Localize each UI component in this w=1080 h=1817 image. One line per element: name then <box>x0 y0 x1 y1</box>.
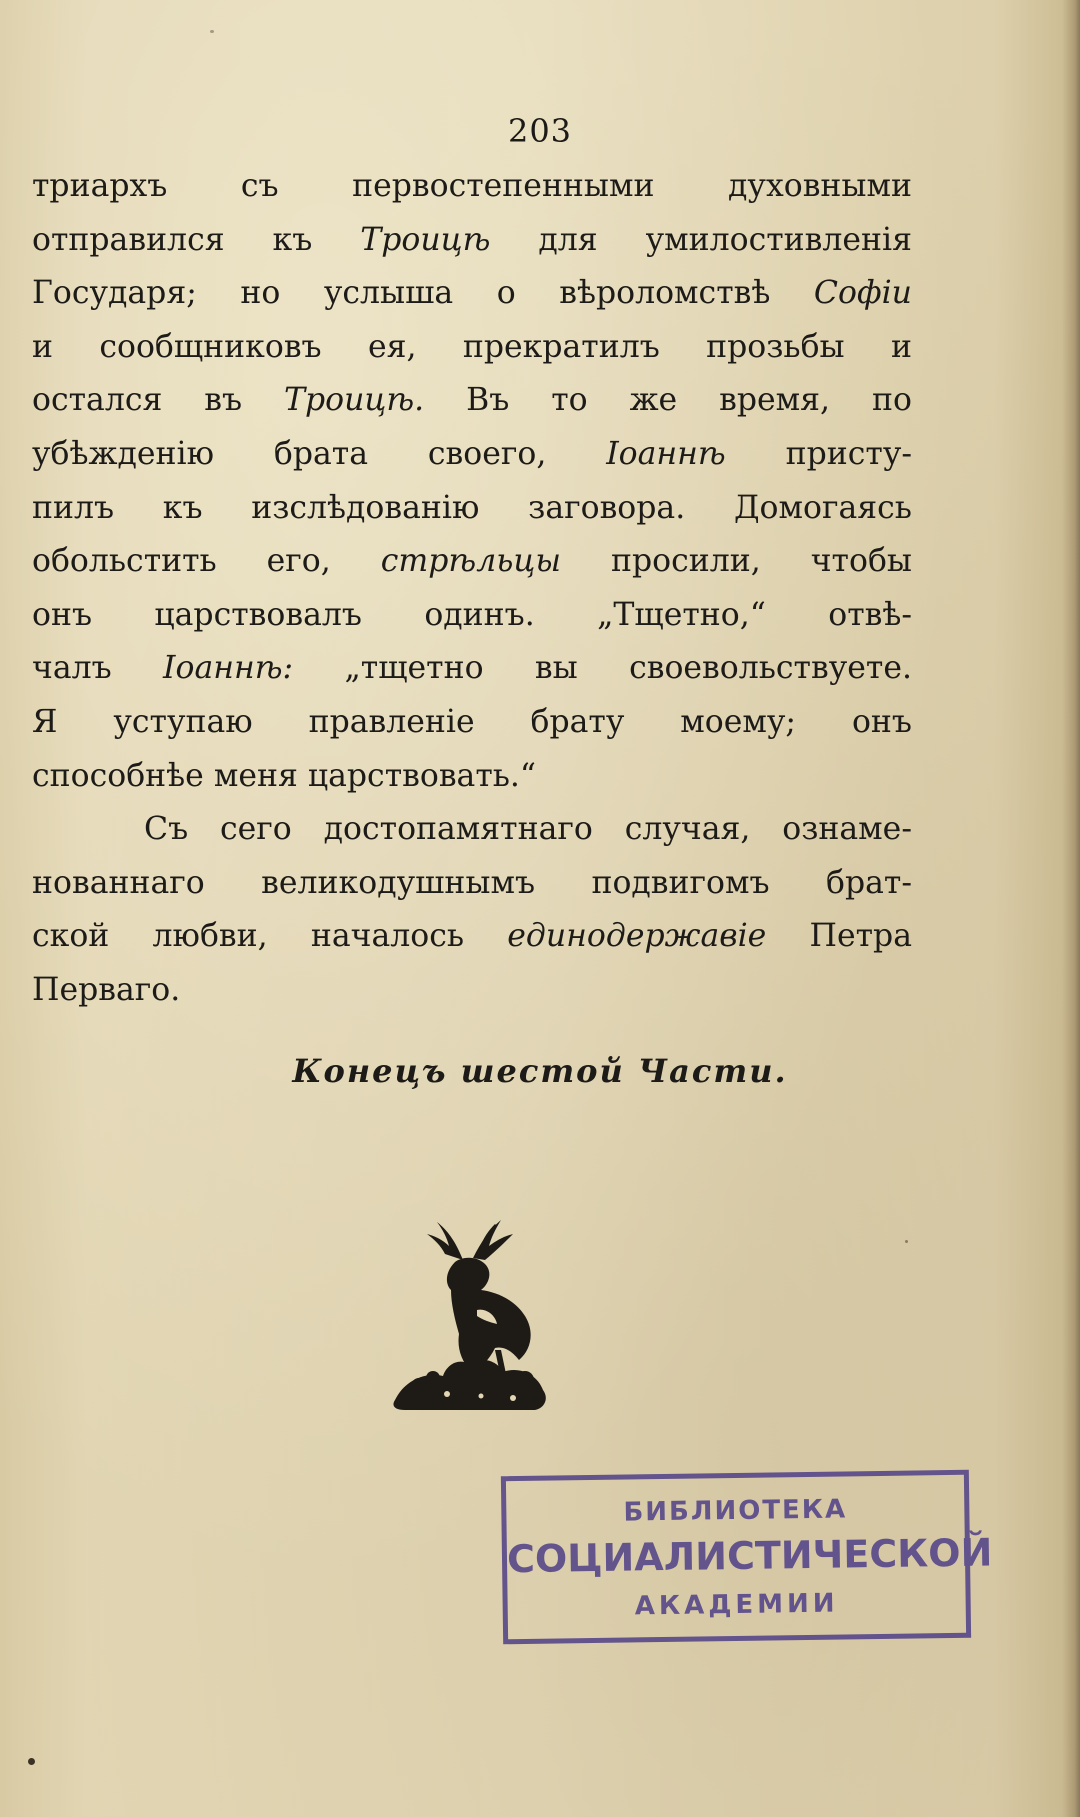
word: же <box>629 382 678 419</box>
word: Петра <box>809 918 912 955</box>
word: правленіе <box>308 703 475 740</box>
text-line-7 <box>32 482 912 536</box>
word: Государя; <box>32 275 197 312</box>
word: умилостивленія <box>645 221 912 258</box>
word: убѣжденію <box>32 435 215 472</box>
word: по <box>871 382 912 419</box>
word: Троицѣ <box>360 221 491 258</box>
word: его, <box>266 543 331 580</box>
word: царствовалъ <box>154 596 362 633</box>
text-line-3 <box>32 267 912 321</box>
word: Іоаннѣ <box>606 435 726 472</box>
word: подвигомъ <box>591 864 770 901</box>
word: къ <box>162 489 203 526</box>
paper-speck <box>210 30 214 33</box>
page-number: 203 <box>507 112 573 150</box>
word: просили, <box>611 543 761 580</box>
word: сообщниковъ <box>99 328 322 365</box>
text-line-14 <box>32 857 912 911</box>
word: то <box>551 382 588 419</box>
text-line-12 <box>32 750 912 804</box>
word: ознаме- <box>782 811 912 848</box>
page-edge-shadow <box>1062 0 1080 1817</box>
word: одинъ. <box>424 596 535 633</box>
word: обольстить <box>32 543 217 580</box>
paper-speck <box>28 1758 35 1765</box>
word: своевольствуете. <box>629 650 912 687</box>
text-line-16 <box>32 964 912 1018</box>
word: Я <box>32 703 58 740</box>
text-line-10 <box>32 642 912 696</box>
word: нованнаго <box>32 864 205 901</box>
word: любви, <box>152 918 268 955</box>
text-line-5 <box>32 374 912 428</box>
stamp-line-3: АКАДЕМИИ <box>634 1588 839 1622</box>
word: въ <box>204 382 243 419</box>
word: прозьбы <box>706 328 845 365</box>
word: онъ <box>851 703 912 740</box>
word: царствовать.“ <box>307 757 537 794</box>
text-line-4 <box>32 321 912 375</box>
library-stamp <box>501 1470 993 1645</box>
word: Троицѣ. <box>283 382 425 419</box>
word: своего, <box>427 435 547 472</box>
word: съ <box>240 168 279 204</box>
word: и <box>890 328 912 365</box>
word: отправился <box>32 221 225 258</box>
word: „тщетно <box>344 650 484 687</box>
word: вы <box>534 650 578 687</box>
text-line-8 <box>32 535 912 589</box>
paper-speck <box>905 1240 908 1243</box>
text-line-13 <box>32 803 912 857</box>
word: брат- <box>826 864 912 901</box>
word: чтобы <box>810 543 912 580</box>
body-text <box>32 160 912 1018</box>
word: началось <box>310 918 465 955</box>
stamp-line-1: БИБЛИОТЕКА <box>623 1494 848 1528</box>
word: присту- <box>785 435 912 472</box>
word: изслѣдованію <box>251 489 480 526</box>
word: моему; <box>680 703 797 740</box>
word: брату <box>530 703 625 740</box>
word: для <box>538 221 598 258</box>
text-line-1 <box>32 160 912 214</box>
word: онъ <box>32 596 93 633</box>
word: Домогаясь <box>733 489 912 526</box>
word: услыша <box>323 275 454 312</box>
word: и <box>32 328 53 365</box>
word: пилъ <box>32 489 115 526</box>
word: способнѣе <box>32 757 204 794</box>
word: сего <box>220 811 292 848</box>
stamp-line-2: СОЦИАЛИСТИЧЕСКОЙ <box>506 1530 993 1582</box>
word: Іоаннѣ: <box>163 650 294 687</box>
word: чалъ <box>32 650 112 687</box>
word: первостепенными <box>352 168 655 204</box>
word: къ <box>272 221 313 258</box>
text-line-6 <box>32 428 912 482</box>
word: великодушнымъ <box>261 864 536 901</box>
word: остался <box>32 382 163 419</box>
text-line-15 <box>32 910 912 964</box>
text-line-9 <box>32 589 912 643</box>
word: время, <box>719 382 831 419</box>
word: ской <box>32 918 110 955</box>
word: прекратилъ <box>462 328 660 365</box>
word: Въ <box>466 382 510 419</box>
word: отвѣ- <box>828 596 912 633</box>
word: вѣроломствѣ <box>559 275 771 312</box>
word: заговора. <box>528 489 686 526</box>
word: стрѣльцы <box>380 543 562 580</box>
word: духовными <box>728 168 912 204</box>
word: единодержавіе <box>507 918 767 955</box>
text-line-2 <box>32 214 912 268</box>
word: но <box>240 275 281 312</box>
text-line-11 <box>32 696 912 750</box>
word: триархъ <box>32 168 168 204</box>
end-of-part-title: Конецъ шестой Части. <box>292 1052 788 1090</box>
word: Софіи <box>813 275 912 312</box>
word: меня <box>213 757 298 794</box>
word: достопамятнаго <box>323 811 593 848</box>
word: ея, <box>367 328 417 365</box>
word: о <box>496 275 516 312</box>
word: уступаю <box>113 703 253 740</box>
word: Съ <box>144 811 189 848</box>
word: брата <box>273 435 369 472</box>
word: „Тщетно,“ <box>597 596 766 633</box>
word: случая, <box>624 811 751 848</box>
word: Перваго. <box>32 971 181 1008</box>
deer-vignette-icon <box>385 1200 555 1415</box>
